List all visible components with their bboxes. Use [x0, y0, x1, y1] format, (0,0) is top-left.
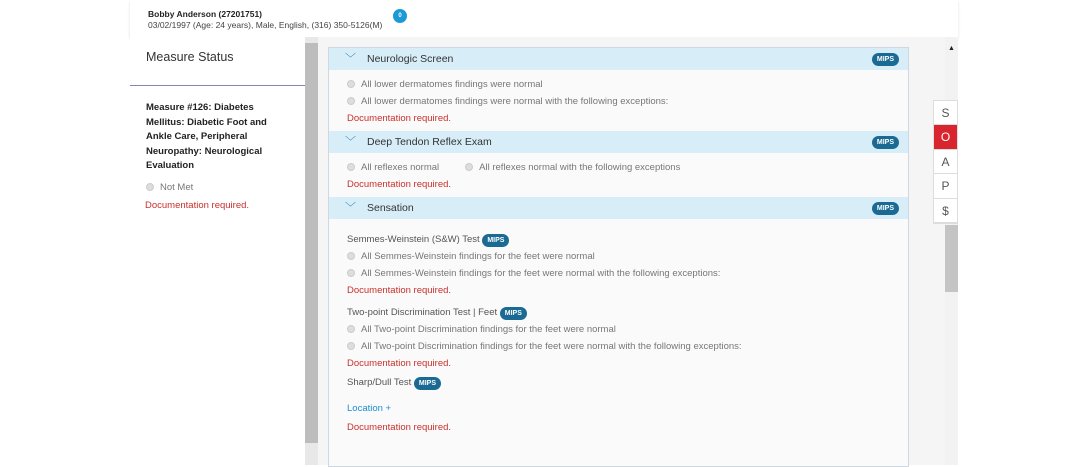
doc-required: Documentation required.: [347, 358, 452, 369]
mips-badge: MIPS: [500, 307, 527, 320]
chevron-down-icon[interactable]: ﹀: [345, 136, 356, 148]
add-location-link[interactable]: Location +: [347, 403, 392, 414]
mips-badge: MIPS: [414, 377, 441, 390]
doc-required: Documentation required.: [347, 179, 452, 190]
option-label: All Semmes-Weinstein findings for the feet were normal: [361, 251, 595, 262]
radio[interactable]: [465, 163, 473, 171]
section-neurologic-screen[interactable]: [329, 48, 908, 70]
measure-name: Measure #126: Diabetes Mellitus: Diabetic Foot and Ankle Care, Peripheral Neuropathy: Neurological Evaluation: [146, 102, 267, 171]
option-label: All lower dermatomes findings were normal: [361, 79, 543, 90]
measure-status-panel: [130, 37, 305, 465]
option-label: All Two-point Discrimination findings for the feet were normal: [361, 324, 616, 335]
section-title: Neurologic Screen: [367, 53, 454, 65]
mips-badge: MIPS: [872, 202, 899, 215]
radio[interactable]: [347, 252, 355, 260]
scroll-thumb[interactable]: [305, 43, 318, 443]
mips-badge: MIPS: [872, 53, 899, 66]
option-label: All Semmes-Weinstein findings for the feet were normal with the following exceptions:: [361, 268, 721, 279]
option-label: All Two-point Discrimination findings for the feet were normal with the following exceptions:: [361, 341, 742, 352]
section-sensation[interactable]: [329, 197, 908, 219]
notification-badge[interactable]: 0: [393, 9, 407, 23]
tab-o[interactable]: O: [934, 125, 957, 149]
not-met-radio[interactable]: [146, 183, 154, 191]
radio[interactable]: [347, 342, 355, 350]
patient-header: [130, 0, 958, 37]
section-deep-tendon-reflex[interactable]: [329, 131, 908, 153]
scroll-up-icon[interactable]: ▲: [948, 45, 955, 52]
mips-badge: MIPS: [872, 136, 899, 149]
radio[interactable]: [347, 80, 355, 88]
option-label: All reflexes normal with the following exceptions: [479, 162, 681, 173]
not-met-label: Not Met: [160, 181, 194, 193]
scroll-thumb[interactable]: [945, 225, 958, 292]
test-label: Two-point Discrimination Test | Feet: [347, 307, 498, 318]
tab-billing[interactable]: $: [934, 199, 957, 223]
chevron-down-icon[interactable]: ﹀: [345, 202, 356, 214]
soap-tabs: [933, 100, 958, 224]
measure-status-title: Measure Status: [130, 37, 305, 86]
radio[interactable]: [347, 325, 355, 333]
doc-required: Documentation required.: [347, 285, 452, 296]
chevron-down-icon[interactable]: ﹀: [345, 53, 356, 65]
tab-a[interactable]: A: [934, 150, 957, 174]
left-scrollbar[interactable]: [305, 37, 318, 465]
doc-required: Documentation required.: [145, 199, 250, 211]
option-label: All reflexes normal: [361, 162, 440, 173]
radio[interactable]: [347, 97, 355, 105]
radio[interactable]: [347, 269, 355, 277]
test-label: Semmes-Weinstein (S&W) Test: [347, 234, 480, 245]
test-label: Sharp/Dull Test: [347, 377, 412, 388]
tab-p[interactable]: P: [934, 174, 957, 198]
section-title: Sensation: [367, 202, 414, 214]
doc-required: Documentation required.: [347, 113, 452, 124]
option-label: All lower dermatomes findings were normal with the following exceptions:: [361, 96, 669, 107]
radio[interactable]: [347, 163, 355, 171]
tab-s[interactable]: S: [934, 101, 957, 125]
patient-info: 03/02/1997 (Age: 24 years), Male, English, (316) 350-5126(M): [148, 20, 383, 30]
exam-panel: [328, 47, 909, 467]
doc-required: Documentation required.: [347, 422, 452, 433]
mips-badge: MIPS: [482, 234, 509, 247]
section-title: Deep Tendon Reflex Exam: [367, 136, 492, 148]
main-content: [318, 37, 945, 465]
patient-name: Bobby Anderson (27201751): [148, 9, 262, 19]
